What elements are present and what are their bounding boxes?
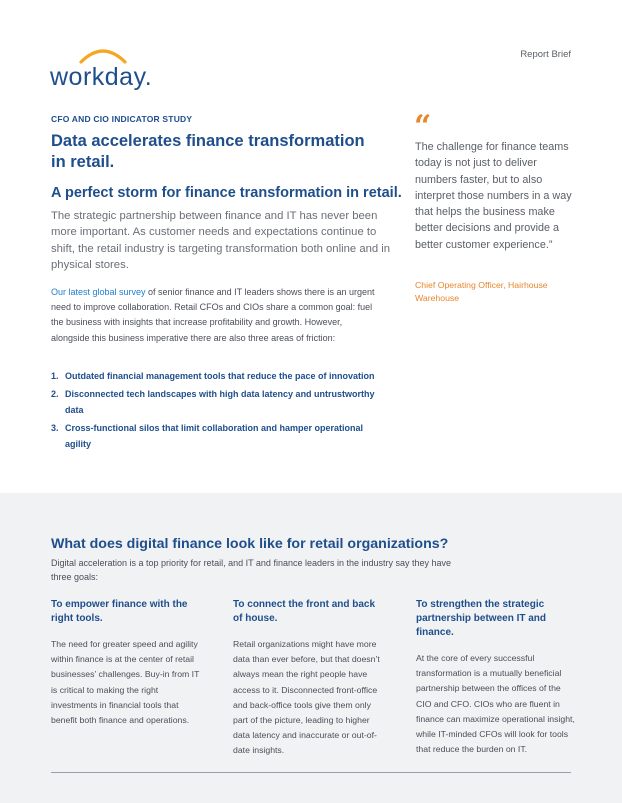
goal-column — [416, 598, 576, 757]
logo-wordmark: workday. — [50, 63, 153, 91]
page-title: Data accelerates finance transformation in retail. — [51, 132, 365, 171]
workday-logo — [50, 46, 160, 92]
goal-body: Retail organizations might have more data than ever before, but that doesn’t always mean the right people have access to it. Disconnected front-office and back-office tools give them only part of the picture, leading to higher data latency and inaccurate or out-of-date insights. — [233, 639, 380, 756]
logo-arc-icon — [78, 46, 128, 64]
survey-paragraph-text: of senior finance and IT leaders shows there is an urgent need to improve collaboration. Retail CFOs and CIOs share a common goal: fuel the business with insights that increase profitability and growth. However, alongside this business imperative there are also three areas of friction: — [51, 287, 375, 343]
list-item-number: 3. — [51, 422, 59, 433]
lede-paragraph: The strategic partnership between finance and IT has never been more important. As customer needs and expectations continue to shift, the retail industry is targeting transformation both online and in physical stores. — [51, 210, 391, 271]
list-item — [51, 386, 391, 419]
list-item-number: 1. — [51, 371, 59, 381]
list-item-text: Disconnected tech landscapes with high data latency and untrustworthy data — [65, 388, 375, 415]
pull-quote: The challenge for finance teams today is not just to deliver numbers faster, but to also interpret those numbers in a way that helps the business make better decisions and provide a better customer experience.” — [415, 141, 572, 251]
bottom-divider — [51, 772, 571, 773]
friction-list — [51, 368, 391, 454]
section-subhead: A perfect storm for finance transformation in retail. — [51, 185, 402, 201]
list-item-text: Outdated financial management tools that reduce the pace of innovation — [65, 371, 375, 381]
digital-finance-intro: Digital acceleration is a top priority for retail, and IT and finance leaders in the industry say they have three goals: — [51, 558, 452, 582]
goal-heading: To empower finance with the right tools. — [51, 599, 188, 624]
goal-body: At the core of every successful transformation is a mutually beneficial partnership between the offices of the CIO and CFO. CIOs who are fluent in finance can maximize operational insight, while IT-minded CFOs will look for tools that reduce the burden on IT. — [416, 653, 575, 755]
list-item-text: Cross-functional silos that limit collaboration and hamper operational agility — [65, 422, 364, 449]
list-item — [51, 368, 391, 385]
goal-heading: To strengthen the strategic partnership between IT and finance. — [416, 599, 547, 638]
goal-heading: To connect the front and back of house. — [233, 599, 376, 624]
goal-column — [233, 598, 383, 759]
goal-body: The need for greater speed and agility within finance is at the center of retail businesses’ challenges. Buy-in from IT is critical to making the right investments in financial tools that benefit both finance and operations. — [51, 639, 200, 726]
list-item-number: 2. — [51, 388, 59, 399]
survey-paragraph — [51, 285, 381, 346]
goal-column — [51, 598, 201, 728]
report-type-label: Report Brief — [520, 49, 571, 60]
digital-finance-title: What does digital finance look like for retail organizations? — [51, 536, 449, 552]
survey-link[interactable]: Our latest global survey — [51, 287, 146, 297]
quote-attribution: Chief Operating Officer, Hairhouse Warehouse — [415, 280, 548, 303]
list-item — [51, 420, 391, 453]
study-label: CFO AND CIO INDICATOR STUDY — [51, 114, 193, 124]
quote-mark-icon: “ — [414, 109, 432, 144]
